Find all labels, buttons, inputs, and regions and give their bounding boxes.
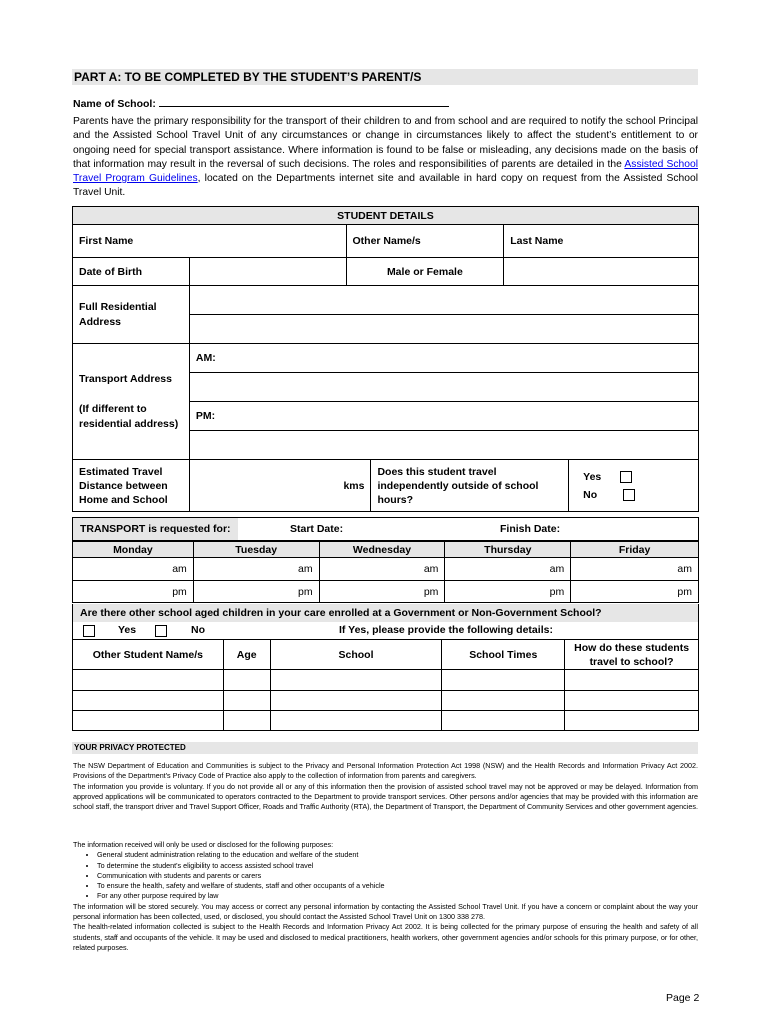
other-student-cell[interactable] [565, 691, 699, 711]
independent-options: Yes No [569, 460, 699, 512]
start-date-label[interactable]: Start Date: [290, 523, 344, 535]
day-header: Tuesday [193, 542, 319, 558]
am-trip-cell[interactable]: am [319, 558, 445, 581]
school-name-field[interactable] [159, 95, 449, 107]
finish-date-label[interactable]: Finish Date: [500, 523, 561, 535]
am-trip-cell[interactable]: am [73, 558, 194, 581]
other-children-column-header: Other Student Name/s [73, 640, 224, 670]
gender-field[interactable] [504, 258, 699, 286]
dob-field[interactable] [189, 258, 346, 286]
pm-trip-cell[interactable]: pm [193, 581, 319, 603]
student-details-table [72, 206, 699, 512]
privacy-purpose-item: • General student administration relating to the education and welfare of the student [97, 850, 698, 860]
address-label: Full Residential Address [73, 286, 190, 344]
other-student-cell[interactable] [270, 670, 442, 691]
other-children-answer-row [72, 622, 699, 639]
privacy-text-1: The NSW Department of Education and Communities is subject to the Privacy and Personal Information Protection Act 1998 (NSW) and the Health Records and Information Privacy Act 2002. Provisions of the Department's Privacy Code of Practice also apply to the collection of information from parents and caregivers. The information you provide is voluntary. If you do not provide all or any of this information then the provision of assisted school travel may not be approved or may be delayed. Information from approved applications will be communicated to operators contracted to the Department to provide transport services. Other persons and/or agencies that may be provided with this information are school staff, the transport driver and Travel Support Officer, Roads and Traffic Authority (RTA), the Department of Transport, the Department of Community Services and other government agencies. [73, 761, 698, 812]
independent-question: Does this student travel independently outside of school hours? [371, 460, 569, 512]
pm-trip-cell[interactable]: pm [571, 581, 699, 603]
am-trip-cell[interactable]: am [571, 558, 699, 581]
guidelines-link[interactable]: Assisted School Travel Program Guidelines [73, 158, 698, 185]
day-header: Wednesday [319, 542, 445, 558]
last-name-field[interactable]: Last Name [504, 225, 699, 258]
school-label: Name of School: [73, 98, 156, 110]
transport-address-label: Transport Address (If different to residential address) [73, 344, 190, 460]
distance-label: Estimated Travel Distance between Home and School [73, 460, 190, 512]
other-student-cell[interactable] [442, 670, 565, 691]
privacy-text-2: The information received will only be used or disclosed for the following purposes: • General student administration relating to the education and welfare of the student • To determine the student's eligibility to access assisted school travel • Communication with students and parents or carers • To ensure the health, safety and welfare of students, staff and other occupants of a vehicle • For any other purpose required by law The information will be stored securely. You may access or correct any personal information by contacting the Assisted School Travel Unit. If you have a concern or complaint about the way your personal information has been collected, used, or disclosed, you should contact the Assisted School Travel Unit on 1300 338 278. The health-related information collected is subject to the Health Records and Information Privacy Act 2002. It is being collected for the primary purpose of ensuring the health and safety of all students, staff and occupants of the vehicle. It may be used and disclosed to medical practitioners, health workers, other government agencies and/or schools for this primary purpose, or for other, related purposes. [73, 840, 698, 953]
pm-trip-cell[interactable]: pm [319, 581, 445, 603]
day-header: Thursday [445, 542, 571, 558]
pm-address-field[interactable]: PM: [189, 402, 698, 431]
intro-paragraph: Parents have the primary responsibility for the transport of their children to and from school and are required to notify the school Principal and the Assisted School Travel Unit of any circumstances or change in circumstances likely to affect the student’s entitlement to or ongoing need for special transport assistance. Where information is found to be false or misleading, any decisions made on the basis of that information may result in the reversal of such decisions. The roles and responsibilities of parents are detailed in the Assisted School Travel Program Guidelines, located on the Departments internet site and available in hard copy on request from the Assisted School Travel Unit. [73, 116, 698, 199]
other-student-cell[interactable] [223, 711, 270, 731]
other-children-question: Are there other school aged children in your care enrolled at a Government or Non-Government School? [72, 604, 699, 622]
other-student-cell[interactable] [442, 711, 565, 731]
dob-label: Date of Birth [73, 258, 190, 286]
transport-requested-label: TRANSPORT is requested for: [73, 518, 238, 540]
other-student-cell[interactable] [223, 691, 270, 711]
other-names-field[interactable]: Other Name/s [346, 225, 504, 258]
if-yes-instruction: If Yes, please provide the following details: [339, 624, 553, 636]
privacy-heading: YOUR PRIVACY PROTECTED [72, 742, 698, 754]
pm-address-field-2[interactable] [189, 431, 698, 460]
school-name-row [73, 95, 449, 111]
independent-no-checkbox[interactable] [623, 489, 635, 501]
transport-request-row [72, 517, 699, 541]
other-children-table [72, 639, 699, 731]
privacy-purpose-item: • To ensure the health, safety and welfare of students, staff and other occupants of a vehicle [97, 881, 698, 891]
address-line-1[interactable] [189, 286, 698, 315]
other-student-cell[interactable] [73, 711, 224, 731]
other-children-column-header: How do these students travel to school? [565, 640, 699, 670]
other-student-cell[interactable] [270, 691, 442, 711]
privacy-purpose-item: • For any other purpose required by law [97, 891, 698, 901]
transport-days-table [72, 541, 699, 603]
other-children-yes-checkbox[interactable] [83, 625, 95, 637]
pm-trip-cell[interactable]: pm [445, 581, 571, 603]
other-children-column-header: School Times [442, 640, 565, 670]
privacy-purposes-list [73, 850, 698, 901]
other-children-column-header: Age [223, 640, 270, 670]
part-a-heading: PART A: TO BE COMPLETED BY THE STUDENT’S PARENT/S [72, 69, 698, 85]
am-address-field[interactable]: AM: [189, 344, 698, 373]
other-student-cell[interactable] [223, 670, 270, 691]
distance-field[interactable]: kms [189, 460, 371, 512]
address-line-2[interactable] [189, 315, 698, 344]
gender-label: Male or Female [346, 258, 504, 286]
other-student-cell[interactable] [565, 670, 699, 691]
day-header: Monday [73, 542, 194, 558]
other-children-no-label: No [191, 624, 205, 636]
am-trip-cell[interactable]: am [193, 558, 319, 581]
privacy-purpose-item: • To determine the student's eligibility to access assisted school travel [97, 861, 698, 871]
am-address-field-2[interactable] [189, 373, 698, 402]
privacy-purpose-item: • Communication with students and parents or carers [97, 871, 698, 881]
day-header: Friday [571, 542, 699, 558]
other-children-no-checkbox[interactable] [155, 625, 167, 637]
am-trip-cell[interactable]: am [445, 558, 571, 581]
page-number: Page 2 [666, 992, 700, 1004]
other-children-yes-label: Yes [118, 624, 137, 636]
other-student-cell[interactable] [270, 711, 442, 731]
other-children-column-header: School [270, 640, 442, 670]
first-name-field[interactable]: First Name [73, 225, 347, 258]
student-details-title: STUDENT DETAILS [73, 207, 699, 225]
other-student-cell[interactable] [73, 691, 224, 711]
pm-trip-cell[interactable]: pm [73, 581, 194, 603]
independent-yes-checkbox[interactable] [620, 471, 632, 483]
other-student-cell[interactable] [73, 670, 224, 691]
other-student-cell[interactable] [442, 691, 565, 711]
other-student-cell[interactable] [565, 711, 699, 731]
